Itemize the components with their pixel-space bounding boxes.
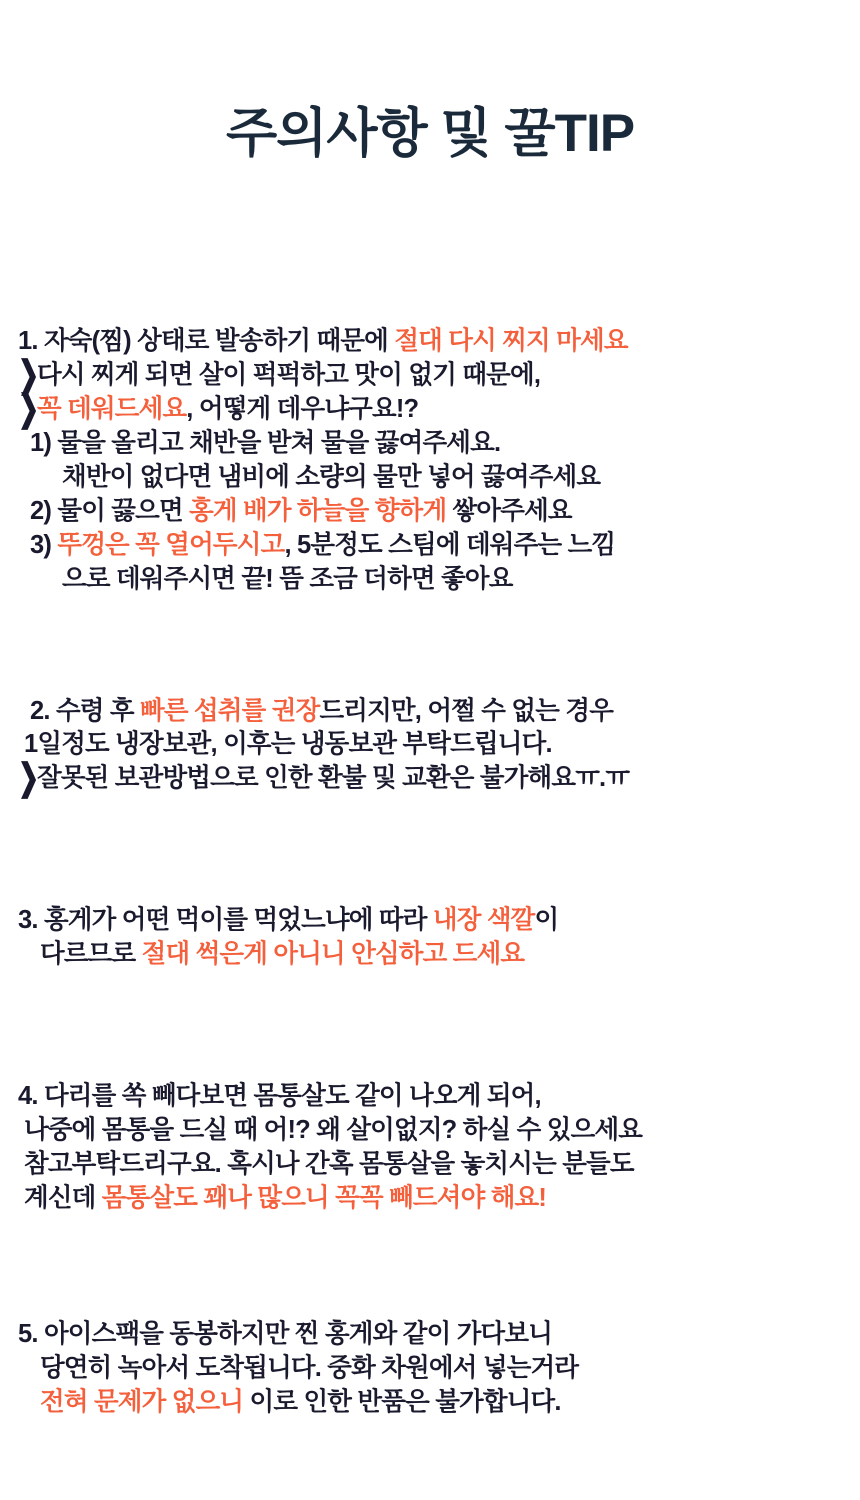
chevron-right-icon: ❯ [18, 757, 39, 799]
page-title: 주의사항 및 꿀TIP [225, 104, 635, 163]
notice-line-s2-l3 [18, 757, 842, 799]
notice-text-run: 쌓아주세요 [446, 496, 572, 525]
notice-text-run: 꼭 데워드세요 [37, 395, 187, 424]
notice-line-s4-l2 [18, 1114, 842, 1148]
notice-text-run: 빠른 섭취를 권장 [140, 696, 320, 725]
notice-text-run: 이로 인한 반품은 불가합니다. [243, 1387, 561, 1416]
notice-text-run: 4. 다리를 쏙 빼다보면 몸통살도 같이 나오게 되어, [18, 1082, 541, 1111]
notice-section-2 [18, 695, 842, 797]
notice-text-run: , 어떻게 데우냐구요!? [186, 395, 419, 424]
notice-line-s1-l5 [18, 461, 842, 495]
notice-line-s1-l8 [18, 563, 842, 597]
notice-text-run: 절대 썩은게 아니니 안심하고 드세요 [141, 940, 525, 969]
notice-line-s5-l1 [18, 1318, 842, 1352]
notice-text-run: 참고부탁드리구요. 혹시나 간혹 몸통살을 놓치시는 분들도 [24, 1149, 634, 1178]
notice-text-run: 나중에 몸통을 드실 때 어!? 왜 살이없지? 하실 수 있으세요 [24, 1115, 643, 1144]
notice-text-run: 5. 아이스팩을 동봉하지만 찐 홍게와 같이 가다보니 [18, 1319, 553, 1348]
notice-section-1 [18, 325, 842, 596]
notice-line-s5-l2 [18, 1352, 842, 1386]
notice-text-run: 당연히 녹아서 도착됩니다. 중화 차원에서 넣는거라 [40, 1353, 579, 1382]
notice-text-run: 홍게 배가 하늘을 향하게 [189, 496, 447, 525]
notice-text-run: 2. 수령 후 [30, 696, 141, 725]
notice-line-s4-l4 [18, 1182, 842, 1216]
notice-line-s1-l4 [18, 427, 842, 461]
notice-line-s1-l6 [18, 495, 842, 529]
notice-text-run: 뚜껑은 꼭 열어두시고 [57, 530, 285, 559]
notice-text-run: 1일정도 냉장보관, 이후는 냉동보관 부탁드립니다. [24, 730, 552, 759]
notice-text-run: 3) [30, 530, 58, 559]
notice-text-run: 절대 다시 찌지 마세요 [394, 327, 628, 356]
notice-line-s4-l1 [18, 1080, 842, 1114]
notice-text-run: 2) 물이 끓으면 [30, 496, 190, 525]
notice-text-run: 잘못된 보관방법으로 인한 환불 및 교환은 불가해요ㅠ.ㅠ [37, 764, 630, 793]
notice-sections [0, 325, 860, 1419]
notice-section-3 [18, 904, 842, 972]
notice-line-s1-l7 [18, 529, 842, 563]
notice-section-5 [18, 1318, 842, 1420]
notice-text-run: 이 [534, 906, 559, 935]
notice-line-s4-l3 [18, 1148, 842, 1182]
chevron-right-icon: ❯ [18, 388, 39, 430]
notice-text-run: , 5분정도 스팀에 데워주는 느낌 [284, 530, 616, 559]
notice-text-run: 몸통살도 꽤나 많으니 꼭꼭 빼드셔야 해요! [101, 1183, 547, 1212]
notice-line-s1-l3 [18, 388, 842, 430]
notice-line-s1-l2 [18, 354, 842, 396]
chevron-right-icon: ❯ [18, 354, 39, 396]
notice-line-s3-l2 [18, 938, 842, 972]
notice-text-run: 으로 데워주시면 끝! 뜸 조금 더하면 좋아요 [62, 564, 513, 593]
notice-line-s3-l1 [18, 904, 842, 938]
notice-text-run: 1) 물을 올리고 채반을 받쳐 물을 끓여주세요. [30, 429, 501, 458]
notice-text-run: 전혀 문제가 없으니 [40, 1387, 244, 1416]
notice-line-s2-l2 [18, 728, 842, 762]
notice-text-run: 1. 자숙(찜) 상태로 발송하기 때문에 [18, 327, 395, 356]
notice-text-run: 3. 홍게가 어떤 먹이를 먹었느냐에 따라 [18, 906, 433, 935]
notice-text-run: 내장 색깔 [432, 906, 535, 935]
notice-line-s1-l1 [18, 325, 842, 359]
notice-text-run: 계신데 [24, 1183, 102, 1212]
notice-text-run: 채반이 없다면 냄비에 소량의 물만 넣어 끓여주세요 [62, 462, 601, 491]
notice-text-run: 다시 찌게 되면 살이 퍽퍽하고 맛이 없기 때문에, [37, 361, 541, 390]
notice-line-s2-l1 [18, 695, 842, 729]
notice-text-run: 다르므로 [40, 940, 142, 969]
notice-text-run: 드리지만, 어쩔 수 없는 경우 [319, 696, 614, 725]
notice-line-s5-l3 [18, 1386, 842, 1420]
notice-section-4 [18, 1080, 842, 1216]
